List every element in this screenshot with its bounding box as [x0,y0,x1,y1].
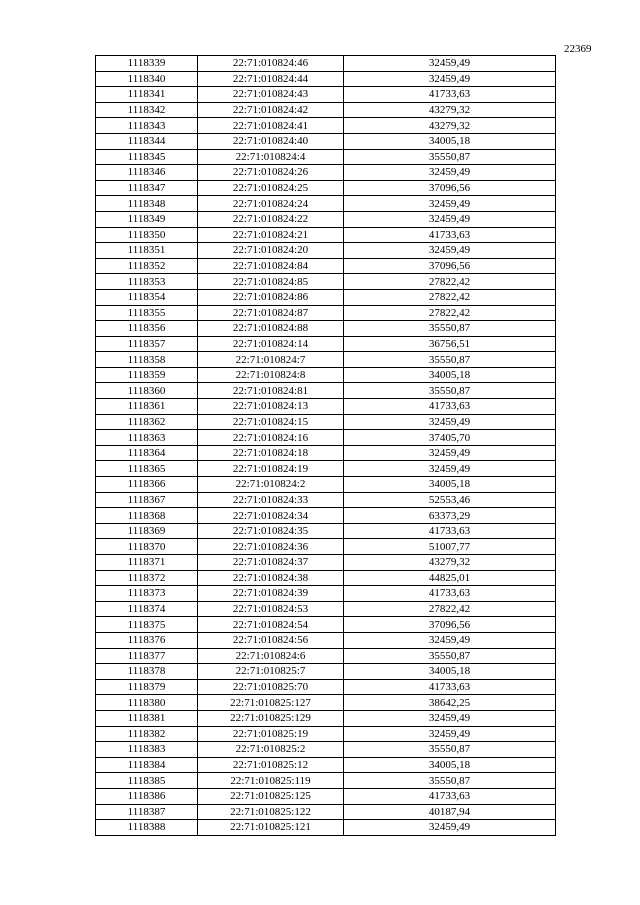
row-number-cell: 1118342 [96,102,198,118]
cadastral-value-cell: 41733,63 [344,586,556,602]
row-number-cell: 1118370 [96,539,198,555]
cadastral-value-cell: 32459,49 [344,71,556,87]
cadastral-value-cell: 44825,01 [344,570,556,586]
cadastral-number-cell: 22:71:010824:36 [198,539,344,555]
table-row [96,367,556,383]
cadastral-value-cell: 35550,87 [344,648,556,664]
row-number-cell: 1118358 [96,352,198,368]
cadastral-value-cell: 32459,49 [344,445,556,461]
cadastral-value-cell: 40187,94 [344,804,556,820]
table-row [96,539,556,555]
row-number-cell: 1118379 [96,679,198,695]
row-number-cell: 1118373 [96,586,198,602]
cadastral-value-cell: 34005,18 [344,757,556,773]
row-number-cell: 1118349 [96,211,198,227]
cadastral-number-cell: 22:71:010825:12 [198,757,344,773]
cadastral-number-cell: 22:71:010824:7 [198,352,344,368]
cadastral-number-cell: 22:71:010825:125 [198,788,344,804]
row-number-cell: 1118374 [96,601,198,617]
cadastral-value-table [95,55,556,836]
row-number-cell: 1118360 [96,383,198,399]
table-row [96,788,556,804]
cadastral-number-cell: 22:71:010824:54 [198,617,344,633]
cadastral-number-cell: 22:71:010825:70 [198,679,344,695]
table-row [96,523,556,539]
cadastral-number-cell: 22:71:010824:37 [198,555,344,571]
cadastral-value-cell: 43279,32 [344,118,556,134]
cadastral-number-cell: 22:71:010825:127 [198,695,344,711]
cadastral-value-cell: 41733,63 [344,523,556,539]
cadastral-value-cell: 27822,42 [344,305,556,321]
row-number-cell: 1118350 [96,227,198,243]
row-number-cell: 1118357 [96,336,198,352]
row-number-cell: 1118368 [96,508,198,524]
cadastral-number-cell: 22:71:010824:42 [198,102,344,118]
cadastral-number-cell: 22:71:010824:43 [198,87,344,103]
table-row [96,726,556,742]
row-number-cell: 1118380 [96,695,198,711]
cadastral-number-cell: 22:71:010824:85 [198,274,344,290]
row-number-cell: 1118339 [96,56,198,72]
table-row [96,695,556,711]
cadastral-number-cell: 22:71:010824:56 [198,632,344,648]
cadastral-number-cell: 22:71:010824:81 [198,383,344,399]
cadastral-value-cell: 41733,63 [344,227,556,243]
row-number-cell: 1118382 [96,726,198,742]
cadastral-number-cell: 22:71:010824:39 [198,586,344,602]
cadastral-value-cell: 41733,63 [344,679,556,695]
row-number-cell: 1118388 [96,820,198,836]
table-row [96,773,556,789]
table-row [96,757,556,773]
cadastral-value-cell: 37096,56 [344,258,556,274]
cadastral-value-cell: 35550,87 [344,352,556,368]
cadastral-value-cell: 32459,49 [344,461,556,477]
cadastral-number-cell: 22:71:010824:24 [198,196,344,212]
row-number-cell: 1118341 [96,87,198,103]
cadastral-value-cell: 34005,18 [344,367,556,383]
cadastral-number-cell: 22:71:010824:6 [198,648,344,664]
cadastral-value-cell: 32459,49 [344,165,556,181]
cadastral-number-cell: 22:71:010825:129 [198,710,344,726]
cadastral-number-cell: 22:71:010825:7 [198,664,344,680]
table-row [96,274,556,290]
cadastral-value-cell: 43279,32 [344,555,556,571]
table-row [96,352,556,368]
cadastral-value-cell: 34005,18 [344,133,556,149]
row-number-cell: 1118362 [96,414,198,430]
cadastral-value-cell: 35550,87 [344,149,556,165]
cadastral-value-cell: 32459,49 [344,243,556,259]
table-row [96,383,556,399]
table-row [96,71,556,87]
table-row [96,243,556,259]
cadastral-value-cell: 38642,25 [344,695,556,711]
cadastral-value-cell: 37096,56 [344,617,556,633]
table-row [96,586,556,602]
cadastral-number-cell: 22:71:010824:8 [198,367,344,383]
cadastral-value-cell: 35550,87 [344,773,556,789]
cadastral-number-cell: 22:71:010824:20 [198,243,344,259]
table-body [96,56,556,836]
table-row [96,149,556,165]
table-row [96,570,556,586]
table-row [96,102,556,118]
cadastral-number-cell: 22:71:010824:33 [198,492,344,508]
row-number-cell: 1118371 [96,555,198,571]
row-number-cell: 1118367 [96,492,198,508]
row-number-cell: 1118354 [96,289,198,305]
table-row [96,305,556,321]
cadastral-number-cell: 22:71:010825:121 [198,820,344,836]
row-number-cell: 1118387 [96,804,198,820]
row-number-cell: 1118376 [96,632,198,648]
table-row [96,211,556,227]
cadastral-number-cell: 22:71:010824:14 [198,336,344,352]
row-number-cell: 1118355 [96,305,198,321]
cadastral-value-cell: 32459,49 [344,211,556,227]
row-number-cell: 1118346 [96,165,198,181]
table-row [96,664,556,680]
cadastral-value-cell: 37405,70 [344,430,556,446]
cadastral-value-cell: 32459,49 [344,632,556,648]
cadastral-value-cell: 43279,32 [344,102,556,118]
row-number-cell: 1118352 [96,258,198,274]
table-row [96,632,556,648]
row-number-cell: 1118369 [96,523,198,539]
cadastral-number-cell: 22:71:010824:2 [198,477,344,493]
cadastral-value-cell: 34005,18 [344,477,556,493]
cadastral-value-cell: 52553,46 [344,492,556,508]
cadastral-number-cell: 22:71:010825:122 [198,804,344,820]
cadastral-number-cell: 22:71:010824:87 [198,305,344,321]
cadastral-number-cell: 22:71:010824:22 [198,211,344,227]
cadastral-value-cell: 32459,49 [344,414,556,430]
cadastral-value-cell: 32459,49 [344,196,556,212]
table-row [96,87,556,103]
cadastral-value-cell: 27822,42 [344,289,556,305]
row-number-cell: 1118347 [96,180,198,196]
cadastral-value-cell: 51007,77 [344,539,556,555]
cadastral-value-cell: 32459,49 [344,710,556,726]
cadastral-number-cell: 22:71:010824:41 [198,118,344,134]
table-row [96,180,556,196]
cadastral-number-cell: 22:71:010824:88 [198,321,344,337]
row-number-cell: 1118383 [96,742,198,758]
cadastral-number-cell: 22:71:010824:19 [198,461,344,477]
table-row [96,227,556,243]
cadastral-number-cell: 22:71:010824:13 [198,399,344,415]
cadastral-value-cell: 41733,63 [344,87,556,103]
table-row [96,414,556,430]
table-row [96,710,556,726]
row-number-cell: 1118386 [96,788,198,804]
cadastral-number-cell: 22:71:010825:119 [198,773,344,789]
cadastral-number-cell: 22:71:010824:53 [198,601,344,617]
row-number-cell: 1118384 [96,757,198,773]
cadastral-number-cell: 22:71:010824:84 [198,258,344,274]
table-row [96,289,556,305]
row-number-cell: 1118353 [96,274,198,290]
cadastral-number-cell: 22:71:010824:40 [198,133,344,149]
cadastral-number-cell: 22:71:010824:21 [198,227,344,243]
cadastral-value-cell: 36756,51 [344,336,556,352]
table-row [96,804,556,820]
table-row [96,492,556,508]
cadastral-value-cell: 27822,42 [344,274,556,290]
table-row [96,430,556,446]
cadastral-number-cell: 22:71:010824:44 [198,71,344,87]
cadastral-number-cell: 22:71:010824:35 [198,523,344,539]
table-row [96,601,556,617]
cadastral-value-cell: 41733,63 [344,788,556,804]
row-number-cell: 1118348 [96,196,198,212]
cadastral-value-cell: 35550,87 [344,321,556,337]
cadastral-number-cell: 22:71:010824:25 [198,180,344,196]
table-row [96,336,556,352]
cadastral-number-cell: 22:71:010824:46 [198,56,344,72]
table-row [96,258,556,274]
row-number-cell: 1118345 [96,149,198,165]
table-row [96,445,556,461]
cadastral-number-cell: 22:71:010825:2 [198,742,344,758]
cadastral-value-cell: 27822,42 [344,601,556,617]
row-number-cell: 1118364 [96,445,198,461]
table-row [96,477,556,493]
row-number-cell: 1118385 [96,773,198,789]
row-number-cell: 1118340 [96,71,198,87]
row-number-cell: 1118343 [96,118,198,134]
row-number-cell: 1118351 [96,243,198,259]
table-row [96,133,556,149]
row-number-cell: 1118356 [96,321,198,337]
cadastral-value-cell: 32459,49 [344,820,556,836]
cadastral-value-cell: 34005,18 [344,664,556,680]
table-row [96,321,556,337]
cadastral-number-cell: 22:71:010824:86 [198,289,344,305]
row-number-cell: 1118344 [96,133,198,149]
table-row [96,56,556,72]
cadastral-number-cell: 22:71:010824:16 [198,430,344,446]
table-row [96,820,556,836]
row-number-cell: 1118361 [96,399,198,415]
table-row [96,461,556,477]
cadastral-value-cell: 32459,49 [344,726,556,742]
row-number-cell: 1118381 [96,710,198,726]
table-row [96,508,556,524]
cadastral-number-cell: 22:71:010825:19 [198,726,344,742]
cadastral-value-cell: 35550,87 [344,742,556,758]
cadastral-number-cell: 22:71:010824:15 [198,414,344,430]
row-number-cell: 1118366 [96,477,198,493]
row-number-cell: 1118365 [96,461,198,477]
cadastral-value-cell: 37096,56 [344,180,556,196]
cadastral-number-cell: 22:71:010824:18 [198,445,344,461]
table-row [96,742,556,758]
table-row [96,648,556,664]
row-number-cell: 1118363 [96,430,198,446]
table-row [96,679,556,695]
table-row [96,555,556,571]
table-row [96,399,556,415]
row-number-cell: 1118377 [96,648,198,664]
cadastral-number-cell: 22:71:010824:34 [198,508,344,524]
table-row [96,617,556,633]
row-number-cell: 1118375 [96,617,198,633]
row-number-cell: 1118378 [96,664,198,680]
cadastral-value-cell: 32459,49 [344,56,556,72]
table-row [96,196,556,212]
table-row [96,165,556,181]
cadastral-number-cell: 22:71:010824:26 [198,165,344,181]
cadastral-value-cell: 35550,87 [344,383,556,399]
row-number-cell: 1118359 [96,367,198,383]
cadastral-value-cell: 41733,63 [344,399,556,415]
page-number: 22369 [564,43,592,55]
cadastral-value-cell: 63373,29 [344,508,556,524]
table-row [96,118,556,134]
row-number-cell: 1118372 [96,570,198,586]
cadastral-number-cell: 22:71:010824:38 [198,570,344,586]
cadastral-number-cell: 22:71:010824:4 [198,149,344,165]
